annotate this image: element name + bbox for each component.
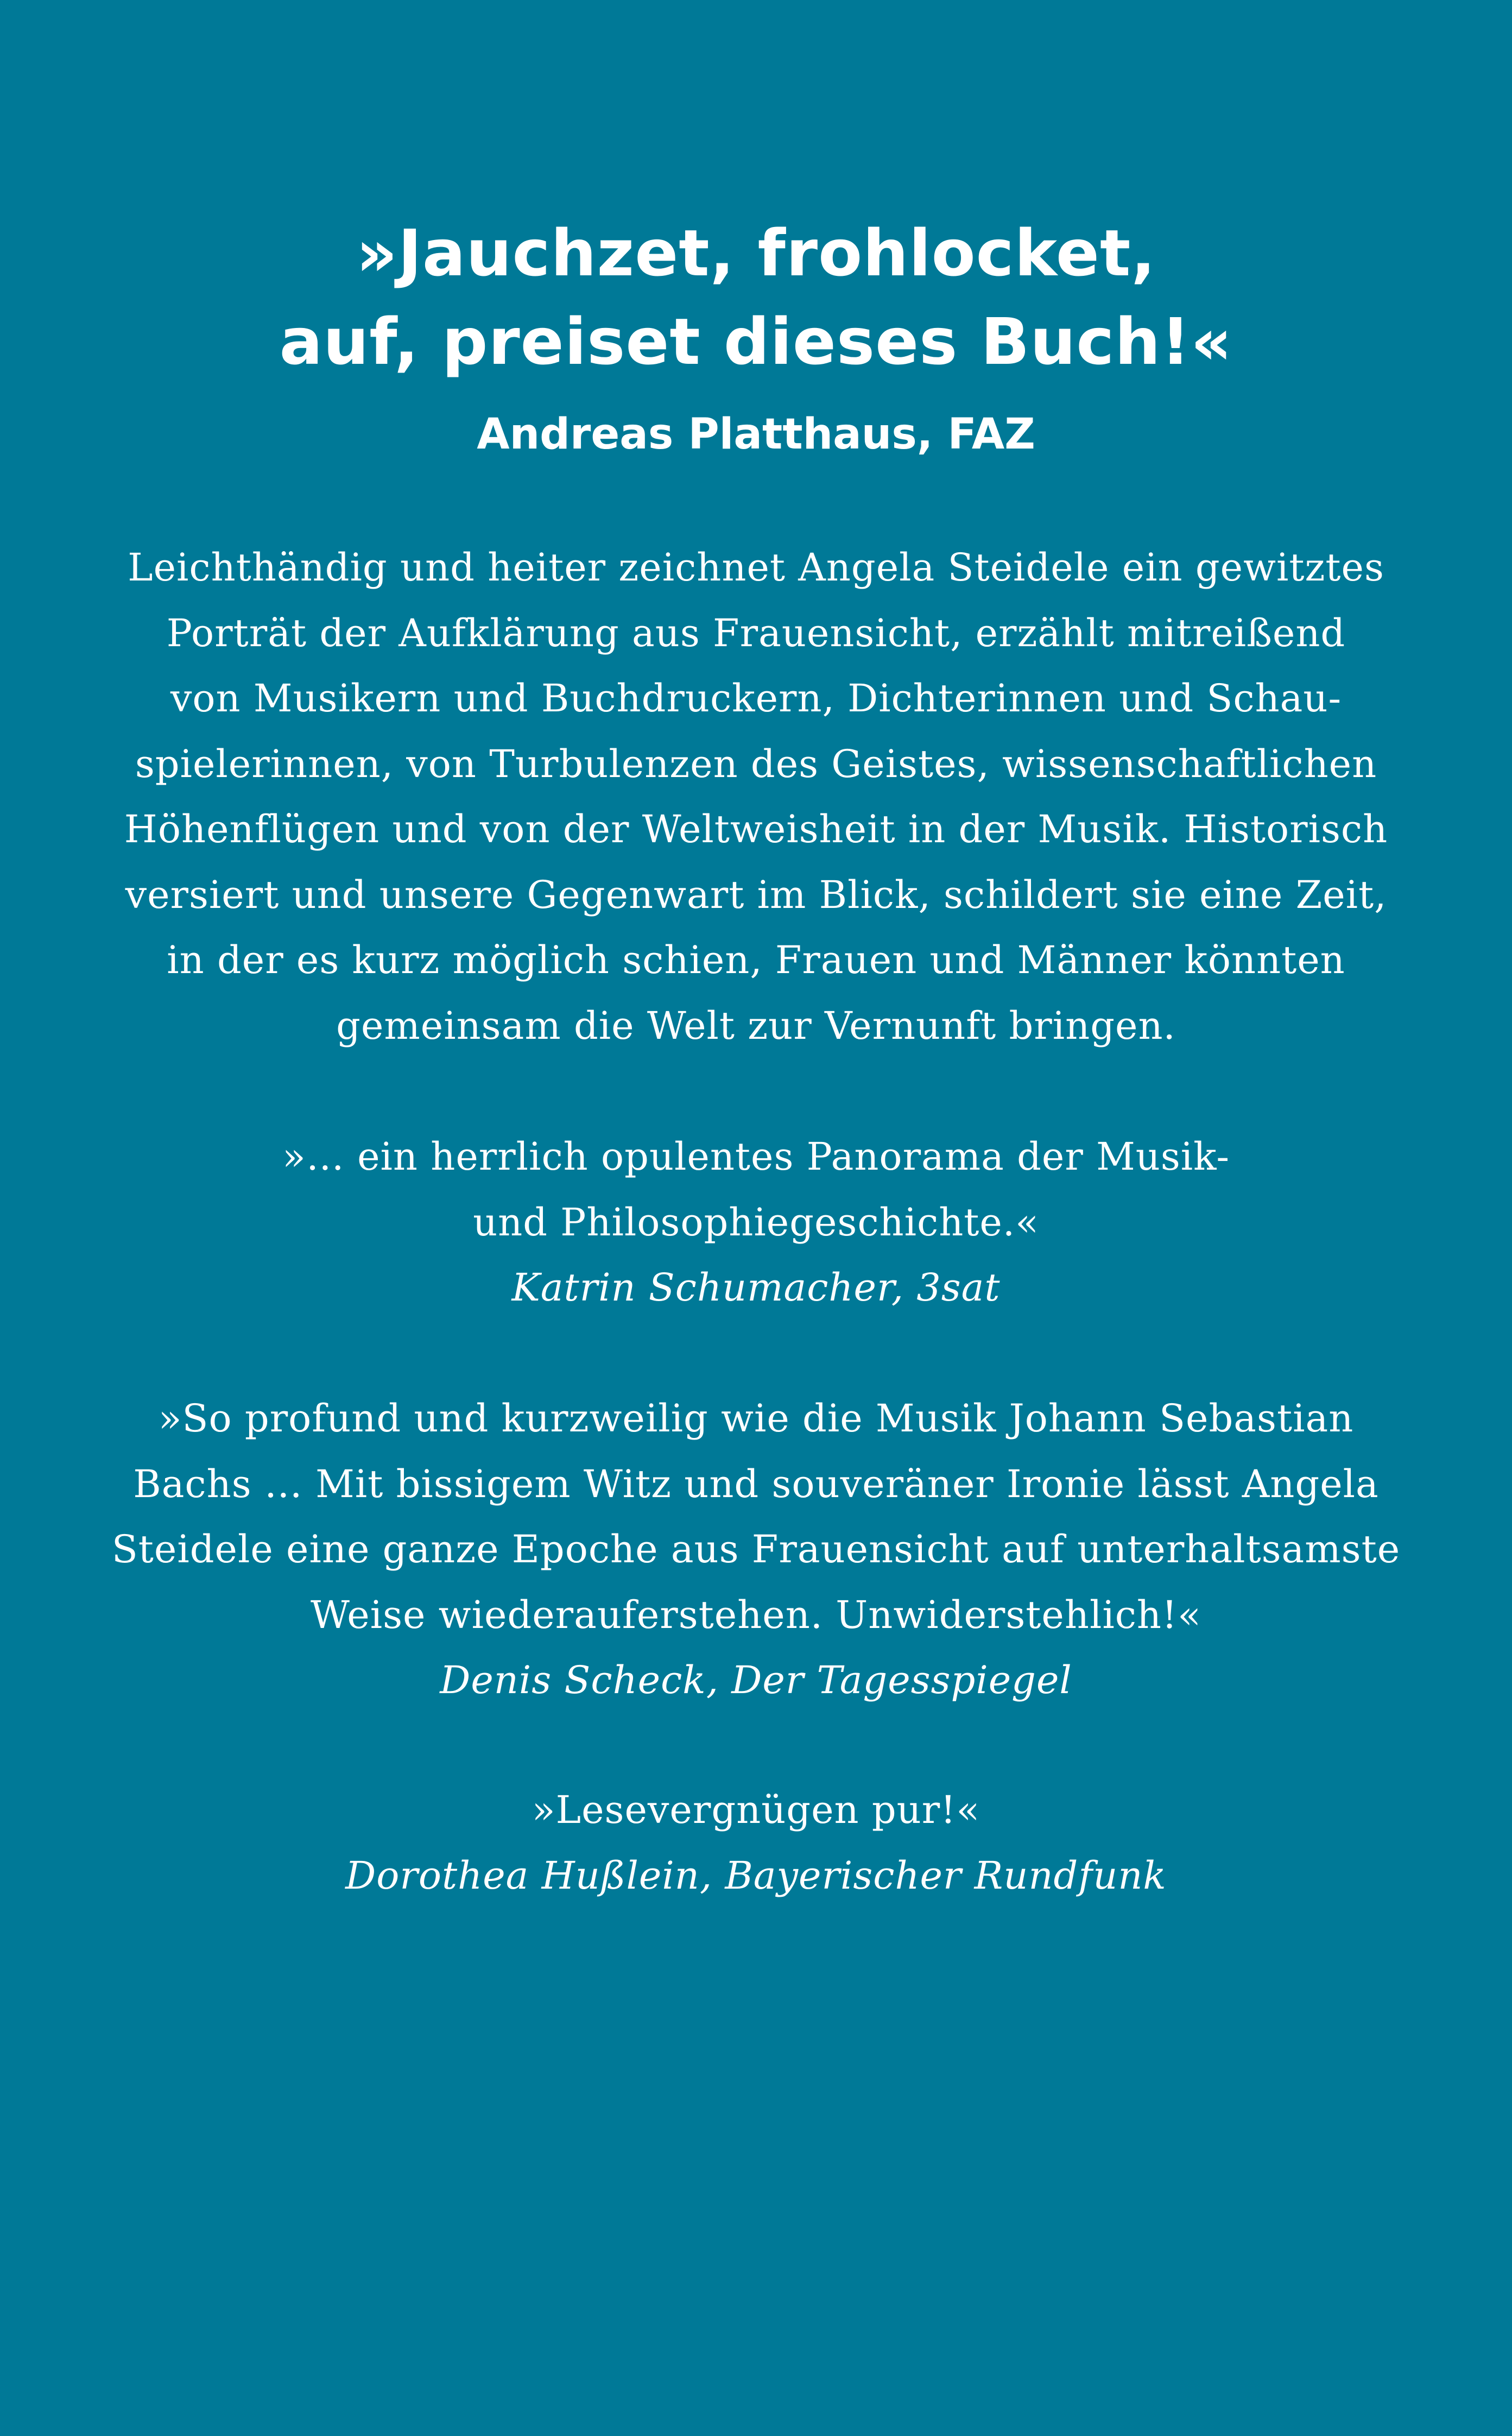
blurb-line: spielerinnen, von Turbulenzen des Geistes, wissenschaftlichen: [135, 741, 1377, 786]
quote-line: »Lesevergnügen pur!«: [532, 1788, 980, 1832]
blurb-line: von Musikern und Buchdruckern, Dichterinnen und Schau-: [170, 676, 1342, 721]
headline-attribution: Andreas Platthaus, FAZ: [477, 410, 1035, 459]
quote-line: und Philosophiegeschichte.«: [473, 1200, 1039, 1245]
headline-line: auf, preiset dieses Buch!«: [279, 304, 1233, 379]
quote-line: Bachs … Mit bissigem Witz und souveräner Ironie lässt Angela: [133, 1461, 1379, 1506]
blurb-line: in der es kurz möglich schien, Frauen und Männer könnten: [167, 938, 1345, 982]
quote-source: Dorothea Hußlein, Bayerischer Rundfunk: [345, 1853, 1167, 1898]
quote-line: »… ein herrlich opulentes Panorama der Musik-: [282, 1134, 1230, 1179]
quote-source: Katrin Schumacher, 3sat: [511, 1265, 1001, 1310]
quote-line: »So profund und kurzweilig wie die Musik Johann Sebastian: [158, 1396, 1354, 1441]
blurb-line: Höhenflügen und von der Weltweisheit in der Musik. Historisch: [124, 807, 1388, 851]
blurb-line: versiert und unsere Gegenwart im Blick, schildert sie eine Zeit,: [125, 872, 1387, 917]
quote-line: Steidele eine ganze Epoche aus Frauensicht auf unterhaltsamste: [111, 1527, 1401, 1572]
blurb-line: gemeinsam die Welt zur Vernunft bringen.: [336, 1003, 1176, 1048]
blurb-line: Porträt der Aufklärung aus Frauensicht, erzählt mitreißend: [166, 610, 1346, 655]
press-quote: [0, 1124, 1512, 1321]
quote-line: Weise wiederauferstehen. Unwiderstehlich!«: [311, 1592, 1201, 1637]
blurb-line: Leichthändig und heiter zeichnet Angela Steidele ein gewitztes: [128, 545, 1384, 590]
headline-line: »Jauchzet, frohlocket,: [356, 216, 1156, 291]
quote-source: Denis Scheck, Der Tagesspiegel: [440, 1658, 1072, 1702]
press-quote: [0, 1777, 1512, 1908]
press-quote: [0, 1386, 1512, 1713]
blurb-paragraph: [0, 535, 1512, 1058]
headline-quote: [0, 209, 1512, 386]
